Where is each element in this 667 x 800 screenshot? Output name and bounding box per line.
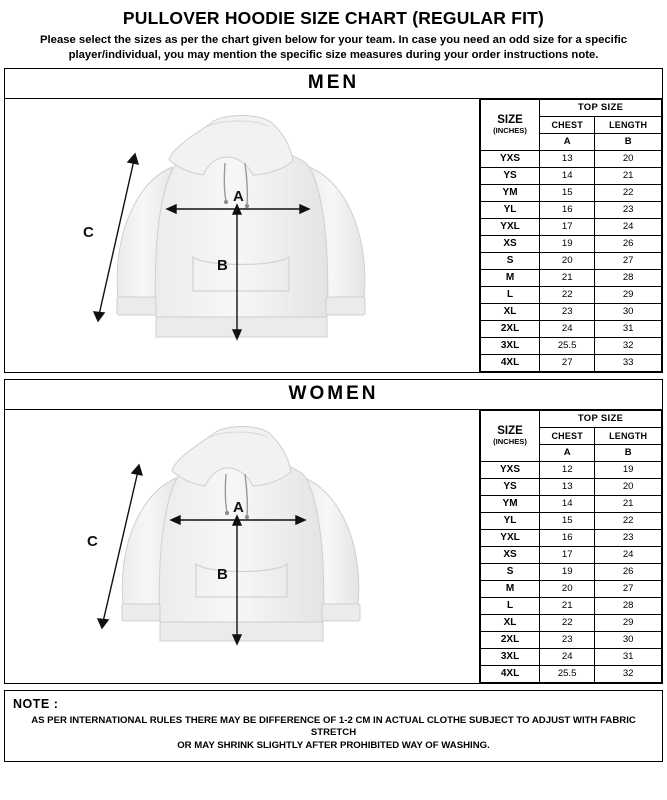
label-c-men: C [83, 223, 94, 241]
table-row: XL 23 30 [481, 303, 662, 320]
section-title-women: WOMEN [5, 380, 662, 410]
page-title: PULLOVER HOODIE SIZE CHART (REGULAR FIT) [122, 8, 545, 28]
section-men [4, 68, 663, 373]
table-row: YL 15 22 [481, 512, 662, 529]
label-a-men: A [233, 187, 244, 205]
size-table-men [480, 99, 662, 372]
label-c-women: C [87, 532, 98, 550]
subtitle-line-2: player/individual, you may mention the specific size measures during your order instructions note. [68, 49, 599, 62]
table-row: XS 17 24 [481, 546, 662, 563]
table-row: 3XL 24 31 [481, 648, 662, 665]
section-women [4, 379, 663, 684]
table-row: YS 14 21 [481, 167, 662, 184]
table-row: 2XL 23 30 [481, 631, 662, 648]
column-header-length: LENGTH [595, 116, 662, 133]
page-subtitle [14, 33, 653, 64]
table-row: YXS 13 20 [481, 150, 662, 167]
column-key-b: B [595, 444, 662, 461]
table-row: YM 15 22 [481, 184, 662, 201]
column-key-b: B [595, 133, 662, 150]
hoodie-illustration-icon [77, 416, 407, 666]
table-row: 4XL 25.5 32 [481, 665, 662, 682]
column-header-chest: CHEST [540, 116, 595, 133]
label-a-women: A [233, 498, 244, 516]
label-b-women: B [217, 565, 228, 583]
table-row: L 21 28 [481, 597, 662, 614]
size-header-cell: SIZE (INCHES) [481, 410, 540, 461]
table-row: YXL 17 24 [481, 218, 662, 235]
table-row: 4XL 27 33 [481, 354, 662, 371]
table-row: YS 13 20 [481, 478, 662, 495]
page-header [0, 0, 667, 68]
table-row: 2XL 24 31 [481, 320, 662, 337]
column-key-a: A [540, 133, 595, 150]
table-row: S 19 26 [481, 563, 662, 580]
hoodie-figure-men [5, 99, 479, 372]
subtitle-line-1: Please select the sizes as per the chart given below for your team. In case you need an odd size for a specific [39, 34, 628, 46]
note-title: NOTE : [13, 696, 59, 711]
size-table-wrap-men [479, 99, 662, 372]
table-row: YL 16 23 [481, 201, 662, 218]
table-header-row-group [481, 99, 662, 116]
table-row: L 22 29 [481, 286, 662, 303]
size-header-cell: SIZE (INCHES) [481, 99, 540, 150]
top-size-header: TOP SIZE [540, 99, 662, 116]
section-body-women [5, 410, 662, 683]
table-row: YXS 12 19 [481, 461, 662, 478]
label-b-men: B [217, 256, 228, 274]
table-row: YM 14 21 [481, 495, 662, 512]
size-table-women [480, 410, 662, 683]
table-header-row-group [481, 410, 662, 427]
table-row: YXL 16 23 [481, 529, 662, 546]
table-row: S 20 27 [481, 252, 662, 269]
column-header-chest: CHEST [540, 427, 595, 444]
note-line-2: OR MAY SHRINK SLIGHTLY AFTER PROHIBITED WAY OF WASHING. [177, 740, 490, 752]
hoodie-figure-women [5, 410, 479, 683]
section-body-men [5, 99, 662, 372]
note-block [4, 690, 663, 763]
note-body [13, 715, 654, 754]
table-row: 3XL 25.5 32 [481, 337, 662, 354]
table-row: XS 19 26 [481, 235, 662, 252]
table-row: XL 22 29 [481, 614, 662, 631]
column-key-a: A [540, 444, 595, 461]
table-row: M 21 28 [481, 269, 662, 286]
hoodie-illustration-icon [77, 105, 407, 363]
column-header-length: LENGTH [595, 427, 662, 444]
table-row: M 20 27 [481, 580, 662, 597]
size-table-wrap-women [479, 410, 662, 683]
top-size-header: TOP SIZE [540, 410, 662, 427]
section-title-men: MEN [5, 69, 662, 99]
note-line-1: AS PER INTERNATIONAL RULES THERE MAY BE DIFFERENCE OF 1-2 CM IN ACTUAL CLOTHE SUBJECT TO ADJUST WITH FABRIC STRETCH [31, 714, 636, 739]
